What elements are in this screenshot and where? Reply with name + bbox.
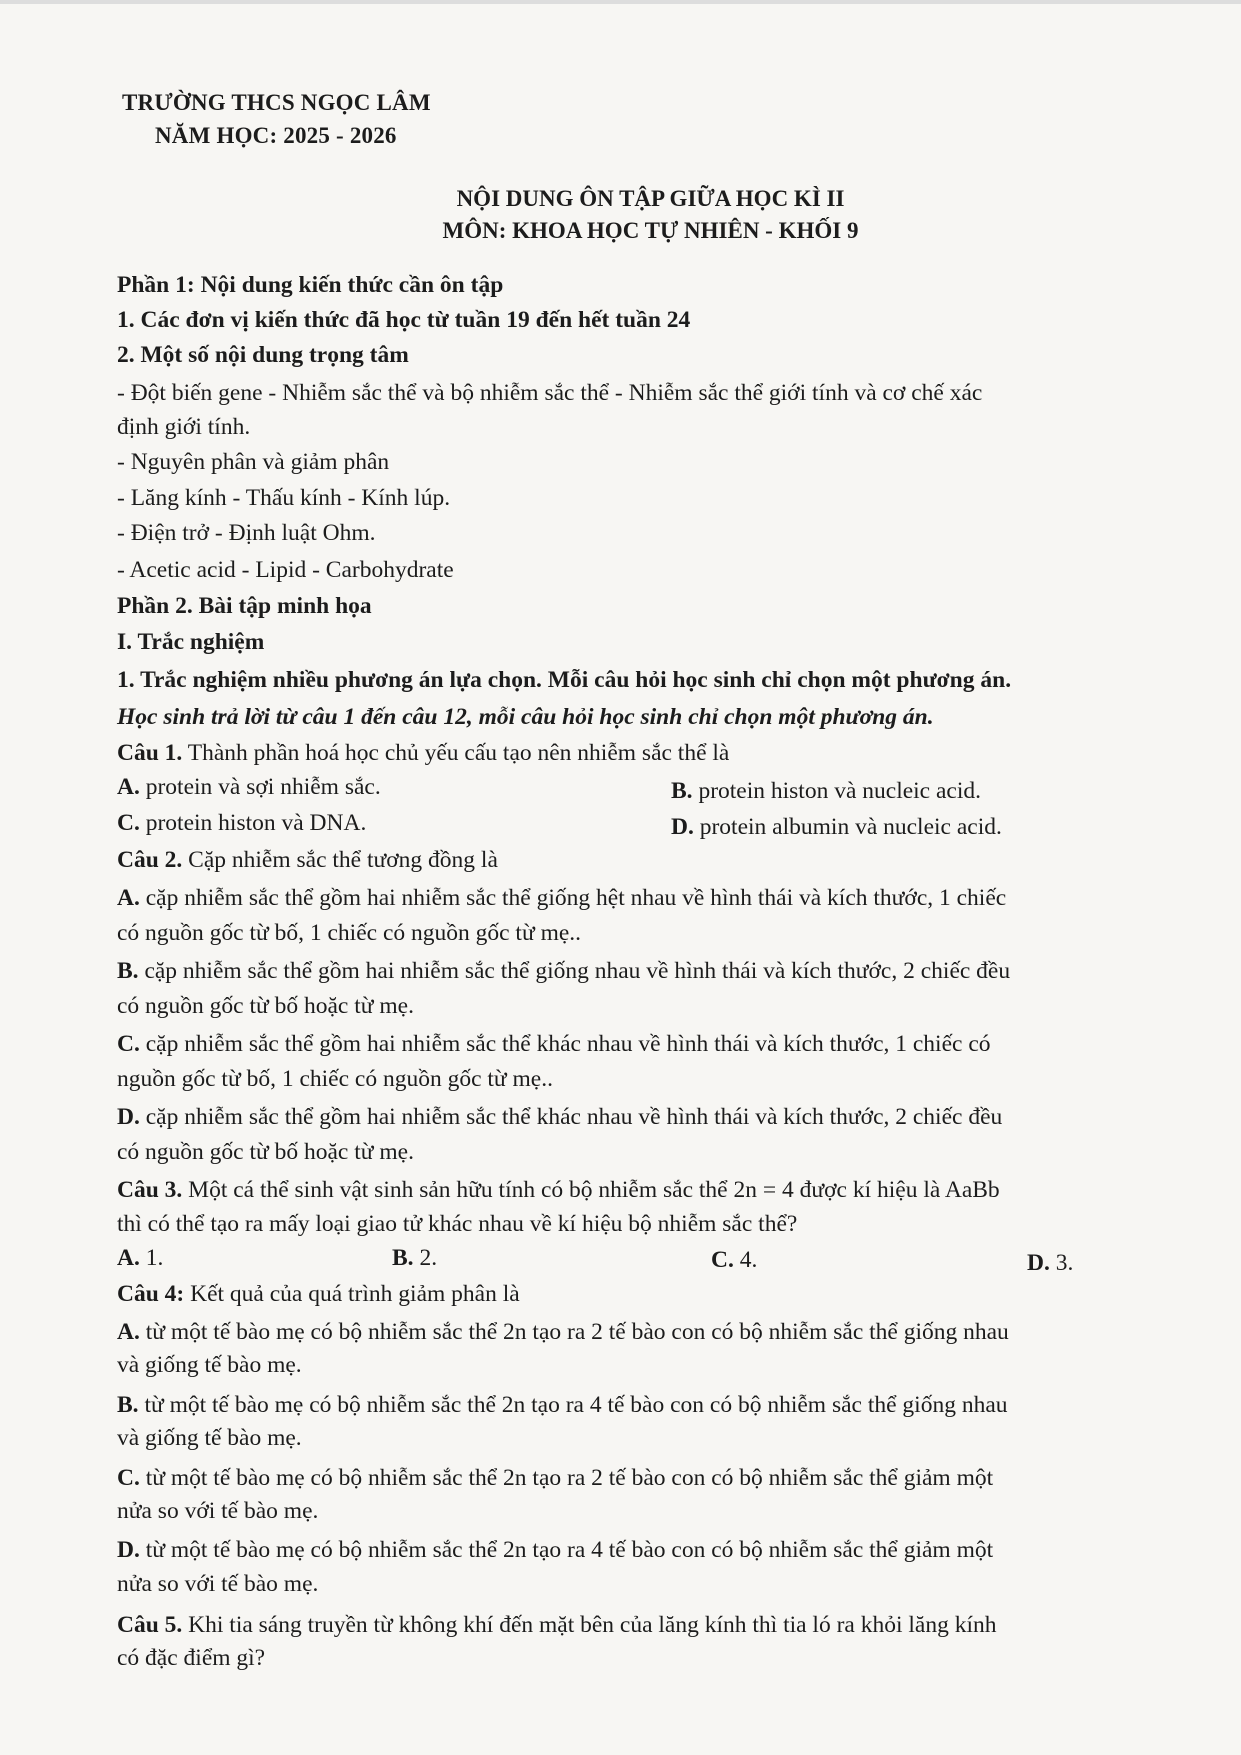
q3-option-a: A. 1.: [117, 1245, 164, 1271]
topic-line: - Điện trở - Định luật Ohm.: [117, 520, 376, 546]
question-3-cont: thì có thể tạo ra mấy loại giao tử khác nhau về kí hiệu bộ nhiễm sắc thể?: [117, 1211, 798, 1237]
q2-option-b-cont: có nguồn gốc từ bố hoặc từ mẹ.: [117, 993, 414, 1019]
q4-option-a-cont: và giống tế bào mẹ.: [117, 1352, 302, 1378]
q4-option-a: A. từ một tế bào mẹ có bộ nhiễm sắc thể 2n tạo ra 2 tế bào con có bộ nhiễm sắc thể giống nhau: [117, 1319, 1009, 1345]
q4-option-b-cont: và giống tế bào mẹ.: [117, 1425, 302, 1451]
q2-option-d-cont: có nguồn gốc từ bố hoặc từ mẹ.: [117, 1139, 414, 1165]
q1-option-a: A. protein và sợi nhiễm sắc.: [117, 774, 381, 800]
question-4: Câu 4: Kết quả của quá trình giảm phân là: [117, 1281, 520, 1307]
part1-item2: 2. Một số nội dung trọng tâm: [117, 342, 409, 368]
q2-option-a: A. cặp nhiễm sắc thể gồm hai nhiễm sắc thể giống hệt nhau về hình thái và kích thước, 1 chiếc: [117, 885, 1007, 911]
school-name: TRƯỜNG THCS NGỌC LÂM: [122, 90, 431, 115]
question-5-cont: có đặc điểm gì?: [117, 1645, 266, 1671]
sub-heading: 1. Trắc nghiệm nhiều phương án lựa chọn. Mỗi câu hỏi học sinh chỉ chọn một phương án.: [117, 667, 1012, 693]
part1-heading: Phần 1: Nội dung kiến thức cần ôn tập: [117, 272, 504, 298]
question-3: Câu 3. Một cá thể sinh vật sinh sản hữu tính có bộ nhiễm sắc thể 2n = 4 được kí hiệu là AaBb: [117, 1177, 1000, 1203]
doc-title: NỘI DUNG ÔN TẬP GIỮA HỌC KÌ II: [456, 186, 845, 211]
question-5: Câu 5. Khi tia sáng truyền từ không khí đến mặt bên của lăng kính thì tia ló ra khỏi lăng kính: [117, 1612, 997, 1638]
q1-option-c: C. protein histon và DNA.: [117, 810, 367, 836]
q2-option-d: D. cặp nhiễm sắc thể gồm hai nhiễm sắc thể khác nhau về hình thái và kích thước, 2 chiếc đều: [117, 1104, 1003, 1130]
section-heading: I. Trắc nghiệm: [117, 629, 265, 655]
part2-heading: Phần 2. Bài tập minh họa: [117, 593, 372, 619]
topic-line: - Lăng kính - Thấu kính - Kính lúp.: [117, 485, 451, 511]
question-1: Câu 1. Thành phần hoá học chủ yếu cấu tạo nên nhiễm sắc thể là: [117, 740, 730, 766]
q2-option-a-cont: có nguồn gốc từ bố, 1 chiếc có nguồn gốc từ mẹ..: [117, 920, 582, 946]
topic-line: - Nguyên phân và giảm phân: [117, 449, 390, 475]
q1-option-d: D. protein albumin và nucleic acid.: [671, 814, 1002, 840]
doc-subtitle: MÔN: KHOA HỌC TỰ NHIÊN - KHỐI 9: [442, 218, 859, 243]
topic-line: định giới tính.: [117, 414, 251, 440]
q2-option-b: B. cặp nhiễm sắc thể gồm hai nhiễm sắc thể giống nhau về hình thái và kích thước, 2 chiếc đều: [117, 958, 1011, 984]
instruction: Học sinh trả lời từ câu 1 đến câu 12, mỗi câu hỏi học sinh chỉ chọn một phương án.: [117, 704, 934, 730]
q1-option-b: B. protein histon và nucleic acid.: [671, 778, 981, 804]
q4-option-c-cont: nửa so với tế bào mẹ.: [117, 1498, 319, 1524]
q4-option-d: D. từ một tế bào mẹ có bộ nhiễm sắc thể 2n tạo ra 4 tế bào con có bộ nhiễm sắc thể giảm một: [117, 1537, 994, 1563]
q3-option-c: C. 4.: [711, 1247, 758, 1273]
q4-option-b: B. từ một tế bào mẹ có bộ nhiễm sắc thể 2n tạo ra 4 tế bào con có bộ nhiễm sắc thể giống nhau: [117, 1392, 1008, 1418]
q3-option-b: B. 2.: [392, 1245, 438, 1271]
question-2: Câu 2. Cặp nhiễm sắc thể tương đồng là: [117, 847, 498, 873]
topic-line: - Acetic acid - Lipid - Carbohydrate: [117, 557, 454, 583]
q3-option-d: D. 3.: [1027, 1250, 1074, 1276]
scan-edge: [0, 0, 1241, 4]
school-year: NĂM HỌC: 2025 - 2026: [155, 123, 397, 148]
q4-option-c: C. từ một tế bào mẹ có bộ nhiễm sắc thể 2n tạo ra 2 tế bào con có bộ nhiễm sắc thể giảm một: [117, 1465, 994, 1491]
q2-option-c-cont: nguồn gốc từ bố, 1 chiếc có nguồn gốc từ mẹ..: [117, 1066, 553, 1092]
part1-item1: 1. Các đơn vị kiến thức đã học từ tuần 19 đến hết tuần 24: [117, 307, 691, 333]
q2-option-c: C. cặp nhiễm sắc thể gồm hai nhiễm sắc thể khác nhau về hình thái và kích thước, 1 chiếc có: [117, 1031, 991, 1057]
topic-line: - Đột biến gene - Nhiễm sắc thể và bộ nhiễm sắc thể - Nhiễm sắc thể giới tính và cơ chế xác: [117, 380, 983, 406]
q4-option-d-cont: nửa so với tế bào mẹ.: [117, 1571, 319, 1597]
